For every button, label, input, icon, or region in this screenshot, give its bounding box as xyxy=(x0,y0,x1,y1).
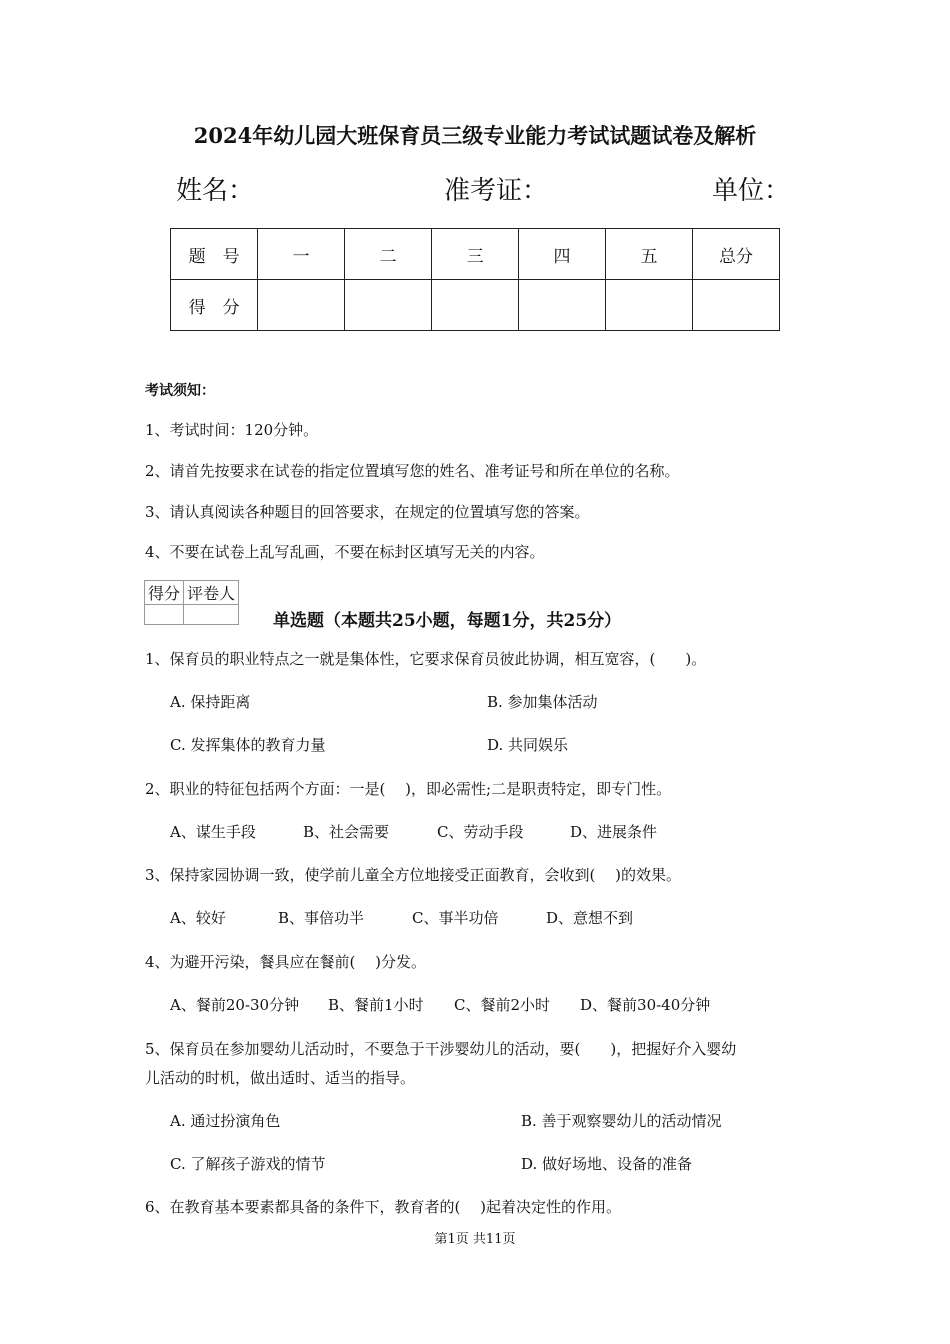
question-5-continued: 儿活动的时机，做出适时、适当的指导。 xyxy=(145,1069,416,1087)
notice-item: 3、请认真阅读各种题目的回答要求，在规定的位置填写您的答案。 xyxy=(145,503,590,521)
question-6: 6、在教育基本要素都具备的条件下，教育者的( )起着决定性的作用。 xyxy=(145,1198,622,1216)
grader-box xyxy=(144,580,239,625)
score-table-score-row xyxy=(171,280,780,331)
score-table-header-row xyxy=(171,229,780,280)
grader-score-label: 得分 xyxy=(145,581,184,605)
q2-option-c[interactable]: C、劳动手段 xyxy=(437,823,524,841)
q5-option-b[interactable]: B. 善于观察婴幼儿的活动情况 xyxy=(521,1112,722,1130)
q4-option-d[interactable]: D、餐前30-40分钟 xyxy=(580,996,711,1014)
q4-option-c[interactable]: C、餐前2小时 xyxy=(454,996,551,1014)
q2-option-d[interactable]: D、进展条件 xyxy=(570,823,658,841)
q1-option-b[interactable]: B. 参加集体活动 xyxy=(487,693,598,711)
score-header-cell: 一 xyxy=(258,229,345,280)
score-cell[interactable] xyxy=(519,280,606,331)
q5-option-d[interactable]: D. 做好场地、设备的准备 xyxy=(521,1155,693,1173)
q3-option-c[interactable]: C、事半功倍 xyxy=(412,909,499,927)
score-table xyxy=(170,228,780,331)
score-header-cell: 三 xyxy=(432,229,519,280)
name-field-label: 姓名： xyxy=(176,176,255,206)
score-header-cell: 五 xyxy=(606,229,693,280)
score-cell[interactable] xyxy=(432,280,519,331)
q3-option-a[interactable]: A、较好 xyxy=(170,909,226,927)
q5-option-c[interactable]: C. 了解孩子游戏的情节 xyxy=(170,1155,326,1173)
notice-item: 1、考试时间：120分钟。 xyxy=(145,421,319,439)
q1-option-d[interactable]: D. 共同娱乐 xyxy=(487,736,569,754)
question-4: 4、为避开污染，餐具应在餐前( )分发。 xyxy=(145,953,427,971)
question-5: 5、保育员在参加婴幼儿活动时，不要急于干涉婴幼儿的活动，要( )，把握好介入婴幼 xyxy=(145,1040,737,1058)
question-3: 3、保持家园协调一致，使学前儿童全方位地接受正面教育，会收到( )的效果。 xyxy=(145,866,682,884)
q1-option-c[interactable]: C. 发挥集体的教育力量 xyxy=(170,736,326,754)
score-cell[interactable] xyxy=(692,280,779,331)
grader-reviewer-label: 评卷人 xyxy=(184,581,239,605)
score-cell[interactable] xyxy=(345,280,432,331)
q3-option-b[interactable]: B、事倍功半 xyxy=(278,909,365,927)
notice-item: 4、不要在试卷上乱写乱画，不要在标封区填写无关的内容。 xyxy=(145,543,545,561)
page-footer: 第1页 共11页 xyxy=(434,1232,516,1247)
score-header-cell: 四 xyxy=(519,229,606,280)
section-title: 单选题（本题共25小题，每题1分，共25分） xyxy=(273,611,622,631)
grader-score-cell[interactable] xyxy=(145,605,184,625)
score-cell[interactable] xyxy=(606,280,693,331)
score-header-cell: 二 xyxy=(345,229,432,280)
score-cell[interactable] xyxy=(258,280,345,331)
q1-option-a[interactable]: A. 保持距离 xyxy=(170,693,251,711)
score-row-label: 得 分 xyxy=(171,280,258,331)
notice-heading: 考试须知： xyxy=(145,383,215,399)
grader-reviewer-cell[interactable] xyxy=(184,605,239,625)
q3-option-d[interactable]: D、意想不到 xyxy=(546,909,634,927)
notice-item: 2、请首先按要求在试卷的指定位置填写您的姓名、准考证号和所在单位的名称。 xyxy=(145,462,680,480)
unit-field-label: 单位： xyxy=(712,176,791,206)
q2-option-b[interactable]: B、社会需要 xyxy=(303,823,390,841)
score-header-cell: 题 号 xyxy=(171,229,258,280)
score-header-cell: 总分 xyxy=(692,229,779,280)
q4-option-b[interactable]: B、餐前1小时 xyxy=(328,996,424,1014)
page-title: 2024年幼儿园大班保育员三级专业能力考试试题试卷及解析 xyxy=(193,123,757,148)
q5-option-a[interactable]: A. 通过扮演角色 xyxy=(170,1112,281,1130)
question-2: 2、职业的特征包括两个方面：一是( )，即必需性;二是职责特定，即专门性。 xyxy=(145,780,672,798)
question-1: 1、保育员的职业特点之一就是集体性，它要求保育员彼此协调，相互宽容，( )。 xyxy=(145,650,707,668)
q2-option-a[interactable]: A、谋生手段 xyxy=(170,823,256,841)
exam-number-field-label: 准考证： xyxy=(444,176,549,206)
q4-option-a[interactable]: A、餐前20-30分钟 xyxy=(170,996,300,1014)
